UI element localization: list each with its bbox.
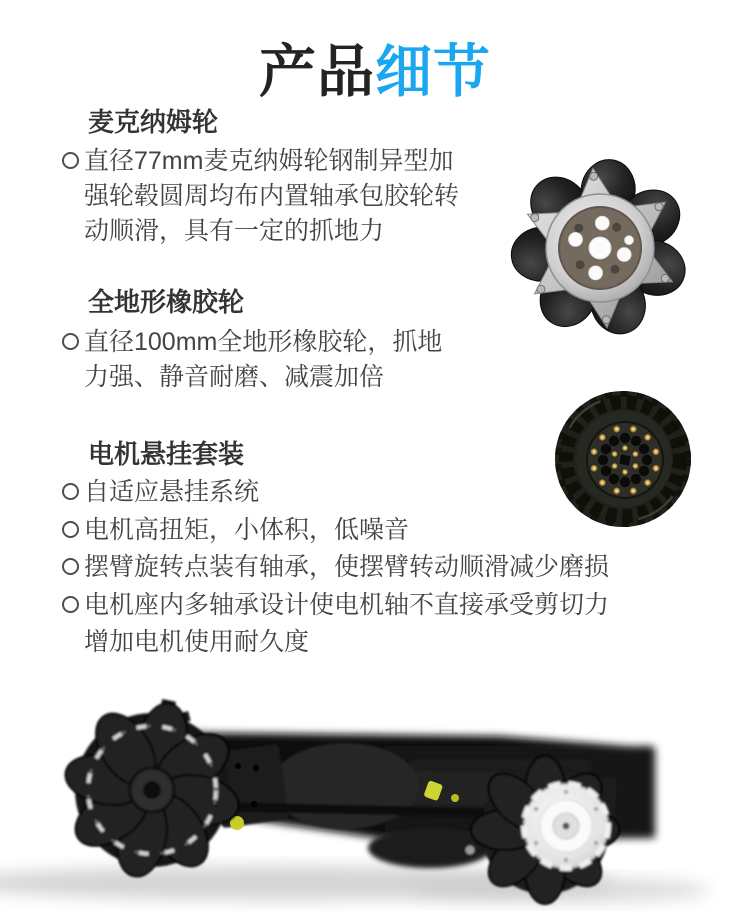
section-heading-rubber-wheel: 全地形橡胶轮 <box>88 287 245 317</box>
circle-bullet-icon <box>62 333 79 350</box>
bullet-text: 自适应悬挂系统 <box>84 478 260 506</box>
page-title <box>0 26 750 108</box>
list-item <box>62 325 448 395</box>
rubber-wheel-photo <box>545 385 740 535</box>
list-item <box>62 144 466 249</box>
mecanum-wheel-photo <box>503 158 703 338</box>
bullet-list-rubber <box>62 325 448 395</box>
circle-bullet-icon <box>62 596 79 613</box>
bullet-text: 直径77mm麦克纳姆轮钢制异型加强轮毂圆周均布内置轴承包胶轮转动顺滑，具有一定的抓地力 <box>84 147 460 245</box>
bullet-text: 电机高扭矩，小体积，低噪音 <box>84 515 410 544</box>
circle-bullet-icon <box>62 152 79 169</box>
bullet-text: 电机座内多轴承设计使电机轴不直接承受剪切力增加电机使用耐久度 <box>84 590 610 656</box>
section-heading-motor-suspension: 电机悬挂套装 <box>88 439 245 469</box>
circle-bullet-icon <box>62 558 79 575</box>
chassis-underside-photo <box>0 690 750 917</box>
page-title-accent: 细节 <box>375 40 491 104</box>
page-title-black: 产品 <box>259 40 375 104</box>
list-item <box>62 587 630 662</box>
list-item <box>62 549 630 587</box>
bullet-text: 摆臂旋转点装有轴承，使摆臂转动顺滑减少磨损 <box>84 553 610 581</box>
bullet-list-mecanum <box>62 144 466 249</box>
circle-bullet-icon <box>62 521 79 538</box>
circle-bullet-icon <box>62 483 79 500</box>
bullet-text: 直径100mm全地形橡胶轮，抓地力强、静音耐磨、减震加倍 <box>84 328 443 391</box>
section-heading-mecanum-wheel: 麦克纳姆轮 <box>88 107 219 137</box>
